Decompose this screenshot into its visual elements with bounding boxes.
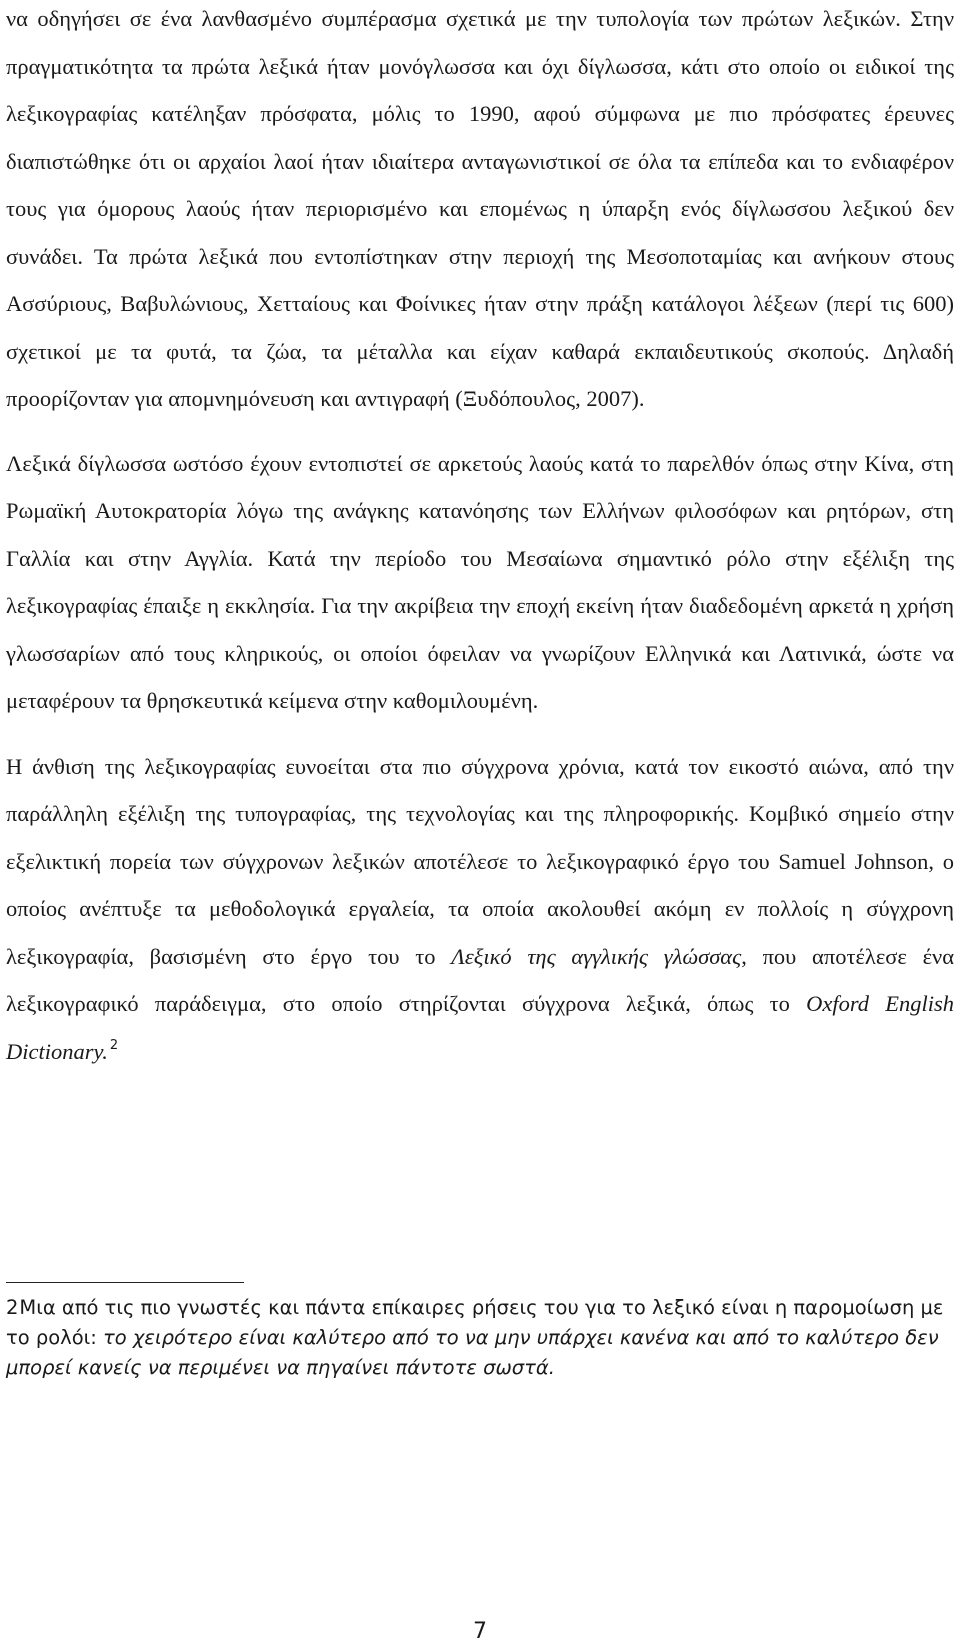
paragraph: [6, 743, 954, 1076]
paragraph-text: , που αποτέλεσε ένα λεξικογραφικό παράδειγμα, στο οποίο στηρίζονται σύγχρονα λεξικά, όπως το: [6, 943, 954, 1016]
paragraph: [6, 440, 954, 725]
footnote-separator: [6, 1282, 244, 1283]
footnote-text: Μια από τις πιο γνωστές και πάντα επίκαιρες ρήσεις του για το λεξικό είναι η παρομοίωση με το ρολόι:: [6, 1296, 944, 1349]
page-number: 7: [473, 1619, 487, 1644]
paragraph-text: Τα πρώτα λεξικά που εντοπίστηκαν στην περιοχή της Μεσοποταμίας και ανήκουν στους Ασσύριους, Βαβυλώνιους, Χετταίους και Φοίνικες ήταν στην πράξη κατάλογοι λέξεων (περί τις 600) σχετικοί με τα φυτά, τα ζώα, τα μέταλλα και είχαν καθαρά εκπαιδευτικούς σκοπούς. Δηλαδή προορίζονταν για απομνημόνευση και αντιγραφή (Ξυδόπουλος, 2007).: [6, 243, 954, 411]
paragraph-text: να οδηγήσει σε ένα λανθασμένο συμπέρασμα σχετικά με την τυπολογία των πρώτων λεξικών. Στην πραγματικότητα τα πρώτα λεξικά ήταν μονόγλωσσα και όχι δίγλωσσα, κάτι στο οποίο οι ειδικοί της λεξικογραφίας κατέληξαν πρόσφατα, μόλις το 1990, αφού σύμφωνα με πιο πρόσφατες έρευνες διαπιστώθηκε ότι οι αρχαίοι λαοί ήταν ιδιαίτερα ανταγωνιστικοί σε όλα τα επίπεδα και το ενδιαφέρον τους για όμορους λαούς ήταν περιορισμένο και επομένως η ύπαρξη ενός δίγλωσσου λεξικού δεν συνάδει.: [6, 6, 954, 269]
document-body: [6, 0, 954, 1075]
paragraph-text: Λεξικά δίγλωσσα ωστόσο έχουν εντοπιστεί σε αρκετούς λαούς κατά το παρελθόν όπως στην Κίνα, στη Ρωμαϊκή Αυτοκρατορία λόγω της ανάγκης κατανόησης των Ελλήνων φιλοσόφων και ρητόρων, στη Γαλλία και στην Αγγλία. Κατά την περίοδο του Μεσαίωνα σημαντικό ρόλο στην εξέλιξη της λεξικογραφίας έπαιξε η εκκλησία. Για την ακρίβεια την εποχή εκείνη ήταν διαδεδομένη αρκετά η χρήση γλωσσαρίων από τους κληρικούς, οι οποίοι όφειλαν να γνωρίζουν Ελληνικά και Λατινικά, ώστε να μεταφέρουν τα θρησκευτικά κείμενα στην καθομιλουμένη.: [6, 450, 954, 713]
paragraph-text: Η άνθιση της λεξικογραφίας ευνοείται στα πιο σύγχρονα χρόνια, κατά τον εικοστό αιώνα, από την παράλληλη εξέλιξη της τυπογραφίας, της τεχνολογίας και της πληροφορικής. Κομβικό σημείο στην εξελικτική πορεία των σύγχρονων λεξικών αποτέλεσε το λεξικογραφικό έργο του Samuel Johnson, ο οποίος ανέπτυξε τα μεθοδολογικά εργαλεία, τα οποία ακολουθεί ακόμη εν πολλοίς η σύγχρονη λεξικογραφία, βασισμένη στο έργο του το: [6, 753, 954, 969]
footnote: [6, 1293, 954, 1383]
footnote-quote: το χειρότερο είναι καλύτερο από το να μην υπάρχει κανένα και από το καλύτερο δεν μπορεί κανείς να περιμένει να πηγαίνει πάντοτε σωστά.: [6, 1326, 939, 1379]
footnote-reference: 2: [109, 1037, 119, 1053]
book-title: Λεξικό της αγγλικής γλώσσας: [451, 943, 742, 969]
dictionary-title: Oxford English Dictionary.: [6, 991, 954, 1064]
footnote-number: 2: [6, 1296, 19, 1319]
paragraph: [6, 0, 954, 423]
